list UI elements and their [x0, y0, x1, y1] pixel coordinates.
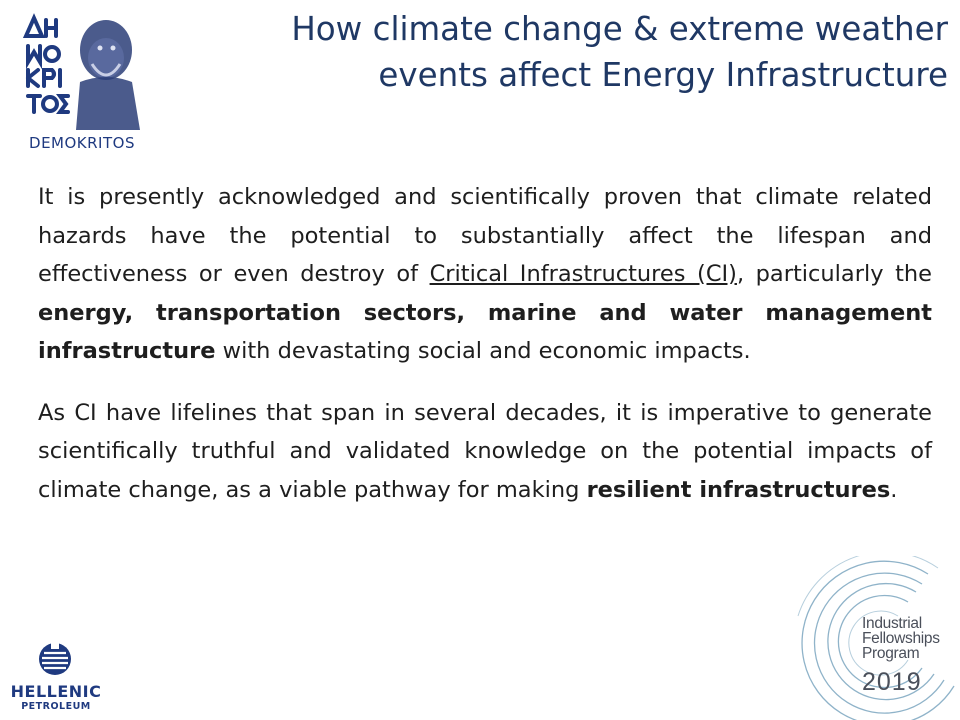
ifp-line-2: Fellowships — [862, 630, 940, 647]
title-line-2: events affect Energy Infrastructure — [378, 56, 948, 94]
p1-bold-sectors: energy, transportation sectors, marine and water management infrastructure — [38, 299, 932, 364]
hellenic-name: HELLENIC — [10, 682, 102, 701]
p2-text-2: . — [890, 476, 898, 503]
p1-text-2: , particularly the — [736, 261, 933, 287]
p2-bold-resilient: resilient infrastructures — [586, 476, 891, 503]
ifp-year: 2019 — [862, 668, 922, 696]
paragraph-2 — [38, 394, 932, 510]
demokritos-logo — [16, 6, 148, 156]
ifp-title — [862, 616, 940, 661]
paragraph-1 — [38, 178, 932, 371]
ifp-line-1: Industrial — [862, 615, 922, 632]
hellenic-emblem-icon — [38, 640, 72, 678]
critical-infrastructures-link[interactable]: Critical Infrastructures (CI) — [429, 261, 737, 287]
ifp-line-3: Program — [862, 645, 920, 662]
title-line-1: How climate change & extreme weather — [291, 10, 948, 48]
demokritos-name: DEMOKRITOS — [29, 134, 135, 152]
hellenic-sub: PETROLEUM — [21, 701, 91, 712]
page-title — [188, 6, 948, 98]
p1-text-1: It is presently acknowledged and scientifically proven that climate related hazards have the potential to substantially affect the lifespan and effectiveness or even destroy of — [38, 184, 932, 287]
p2-text-1: As CI have lifelines that span in several decades, it is imperative to generate scientifically truthful and validated knowledge on the potential impacts of climate change, as a viable pathway for making — [38, 399, 932, 503]
body-text — [38, 178, 932, 509]
demokritos-emblem-icon — [20, 12, 146, 130]
p1-text-3: with devastating social and economic impacts. — [215, 338, 751, 364]
hellenic-petroleum-logo — [6, 640, 102, 714]
ifp-logo — [778, 556, 960, 720]
